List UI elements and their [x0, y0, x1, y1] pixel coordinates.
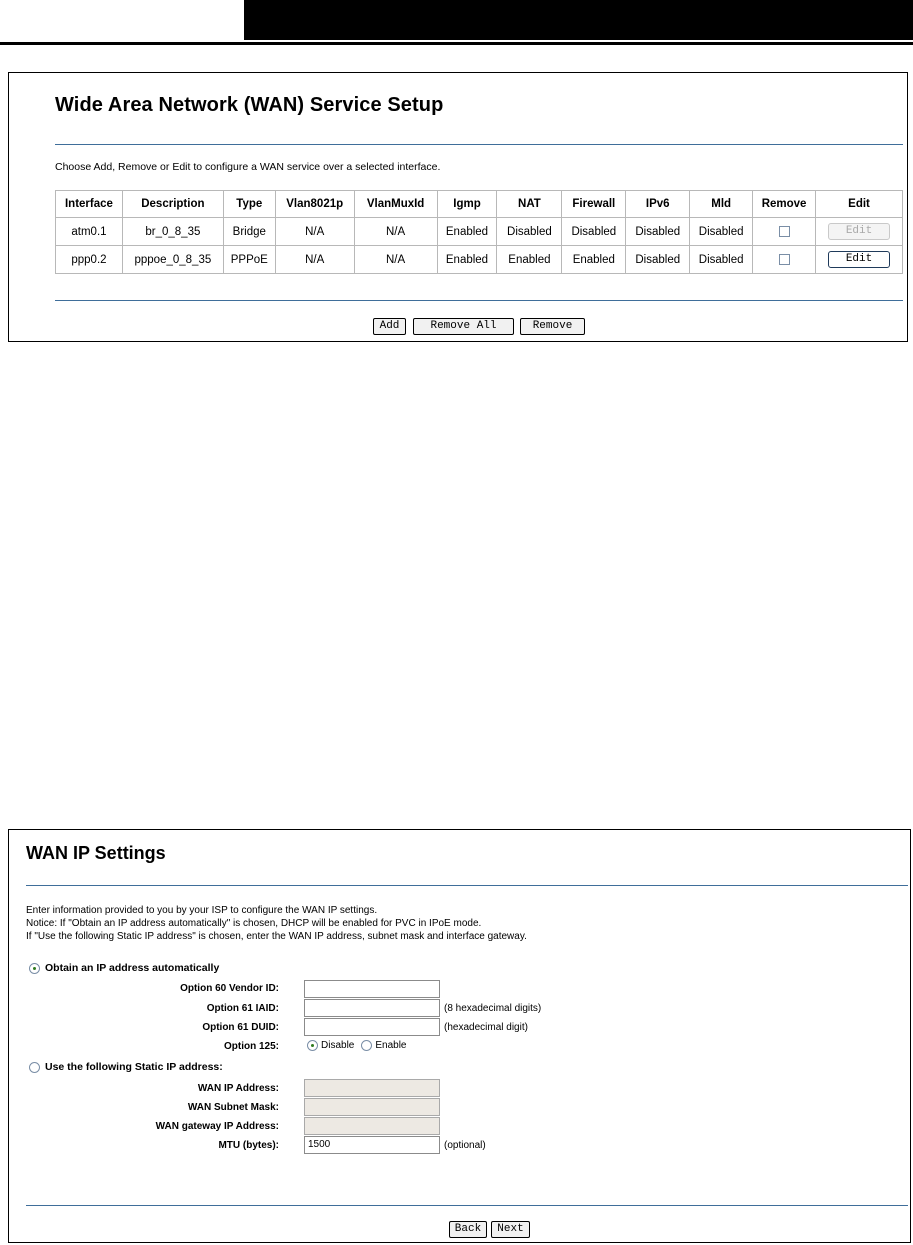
cell-vlanmuxid: N/A: [354, 246, 437, 274]
auto-ip-option[interactable]: [29, 962, 219, 974]
edit-button[interactable]: Edit: [828, 223, 890, 240]
cell-interface: ppp0.2: [56, 246, 123, 274]
remove-all-button[interactable]: Remove All: [413, 318, 514, 335]
option125-label: Option 125:: [223, 1041, 279, 1052]
back-button[interactable]: Back: [449, 1221, 487, 1238]
static-ip-radio[interactable]: [29, 1062, 40, 1073]
remove-checkbox[interactable]: [779, 226, 790, 237]
wan-service-table: [55, 190, 903, 274]
auto-ip-label: Obtain an IP address automatically: [45, 962, 220, 974]
cell-remove: [753, 246, 816, 274]
wan-ip-input[interactable]: [304, 1079, 440, 1097]
option61-iaid-label: Option 61 IAID:: [206, 1003, 279, 1014]
cell-firewall: Enabled: [562, 246, 626, 274]
table-header-row: [56, 191, 903, 218]
option61-duid-input[interactable]: [304, 1018, 440, 1036]
mtu-input[interactable]: 1500: [304, 1136, 440, 1154]
instruction-line: Notice: If "Obtain an IP address automatically" is chosen, DHCP will be enabled for PVC in IPoE mode.: [26, 918, 482, 929]
option125-enable-label: Enable: [375, 1040, 407, 1051]
static-ip-option[interactable]: [29, 1061, 223, 1073]
cell-mld: Disabled: [690, 218, 753, 246]
wan-subnet-mask-input[interactable]: [304, 1098, 440, 1116]
mtu-hint: (optional): [444, 1140, 486, 1151]
option61-iaid-hint: (8 hexadecimal digits): [444, 1003, 542, 1014]
cell-ipv6: Disabled: [626, 218, 690, 246]
next-button[interactable]: Next: [491, 1221, 530, 1238]
column-header: IPv6: [626, 191, 690, 218]
remove-checkbox[interactable]: [779, 254, 790, 265]
auto-ip-radio[interactable]: [29, 963, 40, 974]
column-header: Remove: [753, 191, 816, 218]
option125-disable-radio[interactable]: [307, 1040, 318, 1051]
option60-vendor-id-input[interactable]: [304, 980, 440, 998]
page-title: WAN IP Settings: [26, 843, 166, 863]
column-header: Mld: [690, 191, 753, 218]
option125-disable-label: Disable: [321, 1040, 355, 1051]
static-ip-label: Use the following Static IP address:: [45, 1061, 223, 1073]
column-header: Description: [122, 191, 223, 218]
cell-igmp: Enabled: [437, 218, 497, 246]
cell-mld: Disabled: [690, 246, 753, 274]
cell-remove: [753, 218, 816, 246]
column-header: Type: [223, 191, 275, 218]
column-header: Interface: [56, 191, 123, 218]
instructions: [26, 904, 527, 943]
cell-description: pppoe_0_8_35: [122, 246, 223, 274]
option61-duid-label: Option 61 DUID:: [202, 1022, 279, 1033]
cell-type: PPPoE: [223, 246, 275, 274]
wan-service-setup-panel: [8, 72, 908, 342]
edit-button[interactable]: Edit: [828, 251, 890, 268]
wan-ip-settings-panel: [8, 829, 911, 1243]
wan-subnet-mask-label: WAN Subnet Mask:: [187, 1102, 279, 1113]
remove-button[interactable]: Remove: [520, 318, 585, 335]
option125-enable-radio[interactable]: [361, 1040, 372, 1051]
cell-firewall: Disabled: [562, 218, 626, 246]
instruction-line: Enter information provided to you by your ISP to configure the WAN IP settings.: [26, 905, 378, 916]
wan-gateway-input[interactable]: [304, 1117, 440, 1135]
option60-label: Option 60 Vendor ID:: [180, 983, 279, 994]
cell-vlanmuxid: N/A: [354, 218, 437, 246]
button-bar: [9, 318, 909, 336]
cell-description: br_0_8_35: [122, 218, 223, 246]
instruction-line: If "Use the following Static IP address" is chosen, enter the WAN IP address, subnet mask and interface gateway.: [26, 931, 527, 942]
column-header: Vlan8021p: [275, 191, 354, 218]
column-header: Igmp: [437, 191, 497, 218]
cell-vlan8021p: N/A: [275, 246, 354, 274]
divider: [26, 1205, 908, 1206]
cell-nat: Disabled: [497, 218, 562, 246]
cell-igmp: Enabled: [437, 246, 497, 274]
column-header: VlanMuxId: [354, 191, 437, 218]
wan-ip-label: WAN IP Address:: [197, 1083, 279, 1094]
divider: [55, 300, 903, 301]
cell-interface: atm0.1: [56, 218, 123, 246]
cell-type: Bridge: [223, 218, 275, 246]
table-row: [56, 246, 903, 274]
cell-ipv6: Disabled: [626, 246, 690, 274]
add-button[interactable]: Add: [373, 318, 406, 335]
cell-edit: [816, 218, 903, 246]
wan-gateway-label: WAN gateway IP Address:: [155, 1121, 279, 1132]
button-bar: [9, 1221, 912, 1239]
option125-choices: [307, 1040, 407, 1051]
divider: [26, 885, 908, 886]
header-rule: [0, 42, 913, 45]
intro-text: Choose Add, Remove or Edit to configure a WAN service over a selected interface.: [55, 161, 441, 173]
column-header: Edit: [816, 191, 903, 218]
header-band: [244, 0, 913, 40]
table-row: [56, 218, 903, 246]
cell-nat: Enabled: [497, 246, 562, 274]
divider: [55, 144, 903, 145]
column-header: NAT: [497, 191, 562, 218]
cell-edit: [816, 246, 903, 274]
option61-duid-hint: (hexadecimal digit): [444, 1022, 528, 1033]
option61-iaid-input[interactable]: [304, 999, 440, 1017]
page-title: Wide Area Network (WAN) Service Setup: [55, 94, 444, 116]
mtu-label: MTU (bytes):: [218, 1140, 279, 1151]
cell-vlan8021p: N/A: [275, 218, 354, 246]
column-header: Firewall: [562, 191, 626, 218]
